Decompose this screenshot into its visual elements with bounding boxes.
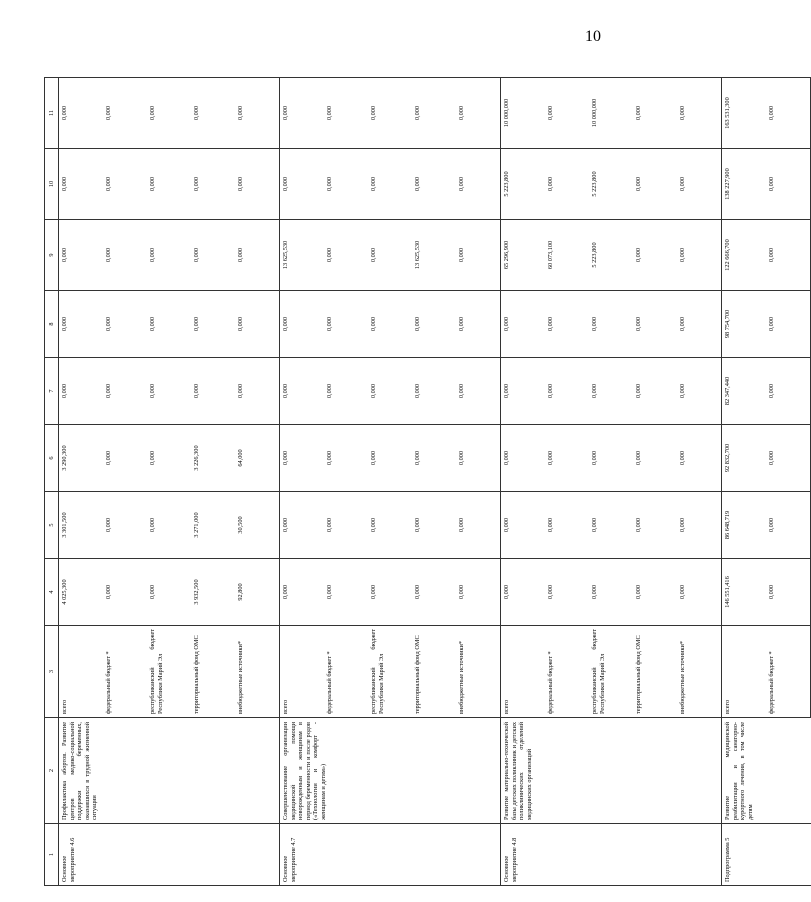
amount-cell: 0,000 xyxy=(545,425,589,492)
amount-cell: 0,000 xyxy=(677,149,722,220)
amount-cell: 0,000 xyxy=(766,220,811,291)
amount-cell: 0,000 xyxy=(677,358,722,425)
funding-source: всего xyxy=(722,626,767,718)
amount-cell: 0,000 xyxy=(766,492,811,559)
column-header: 7 xyxy=(45,358,59,425)
amount-cell: 0,000 xyxy=(677,220,722,291)
funding-source: всего xyxy=(501,626,546,718)
amount-cell: 0,000 xyxy=(191,149,235,220)
amount-cell: 0,000 xyxy=(412,149,456,220)
amount-cell: 0,000 xyxy=(589,425,633,492)
amount-cell: 0,000 xyxy=(235,358,280,425)
amount-cell: 0,000 xyxy=(633,220,677,291)
amount-cell: 0,000 xyxy=(147,559,191,626)
amount-cell: 0,000 xyxy=(324,425,368,492)
amount-cell: 0,000 xyxy=(456,425,501,492)
column-header: 1 xyxy=(45,824,59,886)
amount-cell: 0,000 xyxy=(280,492,325,559)
amount-cell: 0,000 xyxy=(766,291,811,358)
amount-cell: 92,800 xyxy=(235,559,280,626)
amount-cell: 3 301,500 xyxy=(59,492,104,559)
amount-cell: 3 226,300 xyxy=(191,425,235,492)
amount-cell: 0,000 xyxy=(324,220,368,291)
column-header: 8 xyxy=(45,291,59,358)
amount-cell: 0,000 xyxy=(766,78,811,149)
amount-cell: 0,000 xyxy=(766,425,811,492)
amount-cell: 0,000 xyxy=(280,559,325,626)
amount-cell: 0,000 xyxy=(456,291,501,358)
amount-cell: 0,000 xyxy=(191,78,235,149)
column-header: 4 xyxy=(45,559,59,626)
amount-cell: 0,000 xyxy=(324,358,368,425)
amount-cell: 0,000 xyxy=(368,220,412,291)
column-header: 2 xyxy=(45,718,59,824)
amount-cell: 86 648,719 xyxy=(722,492,767,559)
amount-cell: 0,000 xyxy=(545,358,589,425)
amount-cell: 0,000 xyxy=(766,358,811,425)
amount-cell: 0,000 xyxy=(456,220,501,291)
measure-title: Развитие материально-технической базы детских поликлиник и детских поликлинических отделений медицинских организаций xyxy=(501,718,722,824)
amount-cell: 5 223,800 xyxy=(589,149,633,220)
amount-cell: 0,000 xyxy=(677,78,722,149)
amount-cell: 4 025,300 xyxy=(59,559,104,626)
amount-cell: 0,000 xyxy=(589,358,633,425)
amount-cell: 146 551,416 xyxy=(722,559,767,626)
amount-cell: 0,000 xyxy=(235,78,280,149)
amount-cell: 82 347,440 xyxy=(722,358,767,425)
amount-cell: 0,000 xyxy=(766,149,811,220)
amount-cell: 0,000 xyxy=(147,220,191,291)
amount-cell: 0,000 xyxy=(545,291,589,358)
amount-cell: 0,000 xyxy=(545,559,589,626)
amount-cell: 0,000 xyxy=(633,425,677,492)
amount-cell: 0,000 xyxy=(412,492,456,559)
amount-cell: 0,000 xyxy=(501,559,546,626)
amount-cell: 0,000 xyxy=(633,149,677,220)
measure-code: Основное мероприятие 4.6 xyxy=(59,824,280,886)
page-number: 10 xyxy=(585,28,601,45)
amount-cell: 0,000 xyxy=(545,149,589,220)
amount-cell: 0,000 xyxy=(103,358,147,425)
amount-cell: 0,000 xyxy=(766,559,811,626)
table-row xyxy=(722,78,767,886)
amount-cell: 0,000 xyxy=(235,291,280,358)
amount-cell: 0,000 xyxy=(191,358,235,425)
amount-cell: 13 625,530 xyxy=(280,220,325,291)
amount-cell: 0,000 xyxy=(368,425,412,492)
amount-cell: 5 223,800 xyxy=(501,149,546,220)
amount-cell: 0,000 xyxy=(103,291,147,358)
measure-title: Совершенствование организации медицинской помощи новорожденным и женщинам в период беременности и после родов («Технологии и комфорт - женщинам и детям») xyxy=(280,718,501,824)
funding-source: внебюджетные источники* xyxy=(456,626,501,718)
measure-code: Подпрограмма 5 xyxy=(722,824,811,886)
amount-cell: 0,000 xyxy=(633,492,677,559)
amount-cell: 0,000 xyxy=(456,492,501,559)
amount-cell: 0,000 xyxy=(456,78,501,149)
measure-code: Основное мероприятие 4.8 xyxy=(501,824,722,886)
amount-cell: 0,000 xyxy=(59,291,104,358)
column-header: 5 xyxy=(45,492,59,559)
amount-cell: 0,000 xyxy=(191,291,235,358)
funding-source: территориальный фонд ОМС xyxy=(412,626,456,718)
funding-source: республиканский бюджет Республики Марий Эл xyxy=(368,626,412,718)
table-row xyxy=(501,78,546,886)
amount-cell: 163 531,300 xyxy=(722,78,767,149)
funding-source: республиканский бюджет Республики Марий Эл xyxy=(147,626,191,718)
amount-cell: 5 223,800 xyxy=(589,220,633,291)
table-row xyxy=(280,78,325,886)
amount-cell: 0,000 xyxy=(324,291,368,358)
column-header: 11 xyxy=(45,78,59,149)
measure-title: Развитие медицинской реабилитации и санаторно-курортного лечения, в том числе детям xyxy=(722,718,811,824)
amount-cell: 0,000 xyxy=(368,358,412,425)
amount-cell: 0,000 xyxy=(191,220,235,291)
amount-cell: 98 754,700 xyxy=(722,291,767,358)
amount-cell: 0,000 xyxy=(677,492,722,559)
amount-cell: 0,000 xyxy=(677,559,722,626)
amount-cell: 65 296,900 xyxy=(501,220,546,291)
funding-source: федеральный бюджет * xyxy=(545,626,589,718)
amount-cell: 0,000 xyxy=(280,425,325,492)
amount-cell: 0,000 xyxy=(589,559,633,626)
column-header: 3 xyxy=(45,626,59,718)
funding-source: всего xyxy=(59,626,104,718)
funding-source: внебюджетные источники* xyxy=(677,626,722,718)
amount-cell: 0,000 xyxy=(280,78,325,149)
amount-cell: 0,000 xyxy=(633,559,677,626)
table-header-row xyxy=(45,78,59,886)
amount-cell: 0,000 xyxy=(589,291,633,358)
amount-cell: 0,000 xyxy=(147,291,191,358)
column-header: 9 xyxy=(45,220,59,291)
amount-cell: 30,500 xyxy=(235,492,280,559)
amount-cell: 0,000 xyxy=(677,425,722,492)
funding-source: федеральный бюджет * xyxy=(324,626,368,718)
amount-cell: 0,000 xyxy=(456,149,501,220)
amount-cell: 10 000,000 xyxy=(501,78,546,149)
amount-cell: 122 666,700 xyxy=(722,220,767,291)
amount-cell: 0,000 xyxy=(501,425,546,492)
amount-cell: 0,000 xyxy=(103,559,147,626)
amount-cell: 0,000 xyxy=(412,425,456,492)
amount-cell: 13 625,530 xyxy=(412,220,456,291)
amount-cell: 0,000 xyxy=(147,78,191,149)
amount-cell: 0,000 xyxy=(412,559,456,626)
amount-cell: 0,000 xyxy=(545,78,589,149)
amount-cell: 0,000 xyxy=(59,78,104,149)
amount-cell: 0,000 xyxy=(235,149,280,220)
amount-cell: 0,000 xyxy=(324,78,368,149)
amount-cell: 0,000 xyxy=(280,149,325,220)
amount-cell: 0,000 xyxy=(280,358,325,425)
funding-source: федеральный бюджет * xyxy=(766,626,811,718)
amount-cell: 0,000 xyxy=(501,358,546,425)
amount-cell: 0,000 xyxy=(412,291,456,358)
amount-cell: 0,000 xyxy=(59,149,104,220)
amount-cell: 0,000 xyxy=(589,492,633,559)
column-header: 10 xyxy=(45,149,59,220)
amount-cell: 0,000 xyxy=(633,291,677,358)
table-row xyxy=(59,78,104,886)
measure-title: Профилактика абортов. Развитие центров медико-социальной поддержки беременных, оказавшихся в трудной жизненной ситуации xyxy=(59,718,280,824)
amount-cell: 64,000 xyxy=(235,425,280,492)
amount-cell: 0,000 xyxy=(103,78,147,149)
funding-source: территориальный фонд ОМС xyxy=(633,626,677,718)
amount-cell: 0,000 xyxy=(501,291,546,358)
amount-cell: 92 832,700 xyxy=(722,425,767,492)
measure-code: Основное мероприятие 4.7 xyxy=(280,824,501,886)
amount-cell: 0,000 xyxy=(59,220,104,291)
amount-cell: 138 227,900 xyxy=(722,149,767,220)
budget-table xyxy=(44,77,811,886)
amount-cell: 3 290,300 xyxy=(59,425,104,492)
amount-cell: 3 271,000 xyxy=(191,492,235,559)
amount-cell: 0,000 xyxy=(545,492,589,559)
amount-cell: 0,000 xyxy=(368,291,412,358)
funding-source: федеральный бюджет * xyxy=(103,626,147,718)
amount-cell: 0,000 xyxy=(368,78,412,149)
amount-cell: 0,000 xyxy=(103,492,147,559)
amount-cell: 0,000 xyxy=(147,425,191,492)
amount-cell: 0,000 xyxy=(368,559,412,626)
amount-cell: 60 073,100 xyxy=(545,220,589,291)
amount-cell: 0,000 xyxy=(103,220,147,291)
amount-cell: 0,000 xyxy=(677,291,722,358)
amount-cell: 0,000 xyxy=(59,358,104,425)
funding-source: территориальный фонд ОМС xyxy=(191,626,235,718)
amount-cell: 0,000 xyxy=(368,149,412,220)
amount-cell: 0,000 xyxy=(147,358,191,425)
amount-cell: 10 000,000 xyxy=(589,78,633,149)
funding-source: всего xyxy=(280,626,325,718)
amount-cell: 0,000 xyxy=(633,358,677,425)
rotated-table-wrapper xyxy=(44,0,776,886)
amount-cell: 0,000 xyxy=(147,492,191,559)
amount-cell: 0,000 xyxy=(103,425,147,492)
amount-cell: 0,000 xyxy=(103,149,147,220)
amount-cell: 0,000 xyxy=(456,559,501,626)
amount-cell: 0,000 xyxy=(280,291,325,358)
amount-cell: 0,000 xyxy=(324,149,368,220)
amount-cell: 0,000 xyxy=(456,358,501,425)
amount-cell: 0,000 xyxy=(501,492,546,559)
funding-source: внебюджетные источники* xyxy=(235,626,280,718)
amount-cell: 0,000 xyxy=(324,559,368,626)
amount-cell: 0,000 xyxy=(235,220,280,291)
amount-cell: 0,000 xyxy=(412,358,456,425)
amount-cell: 0,000 xyxy=(324,492,368,559)
funding-source: республиканский бюджет Республики Марий Эл xyxy=(589,626,633,718)
amount-cell: 0,000 xyxy=(147,149,191,220)
amount-cell: 0,000 xyxy=(368,492,412,559)
amount-cell: 0,000 xyxy=(633,78,677,149)
amount-cell: 0,000 xyxy=(412,78,456,149)
amount-cell: 3 932,500 xyxy=(191,559,235,626)
column-header: 6 xyxy=(45,425,59,492)
